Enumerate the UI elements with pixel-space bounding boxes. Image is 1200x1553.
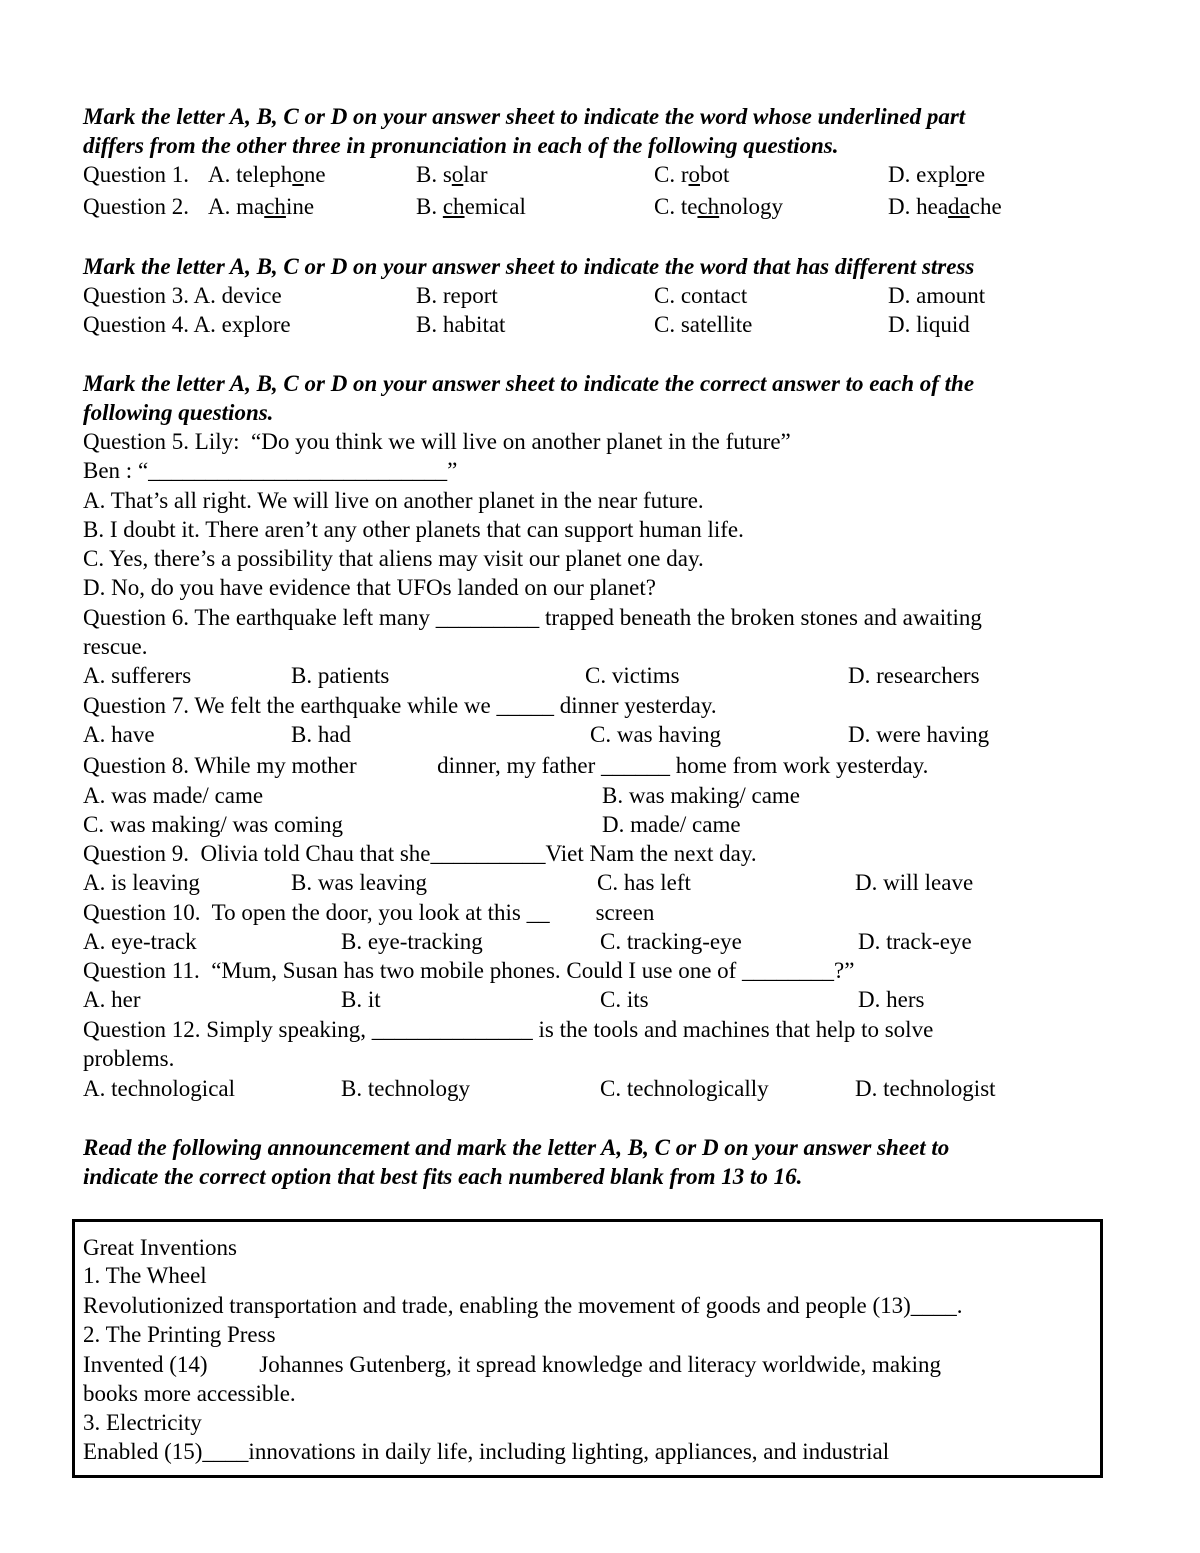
announcement-heading-1: 1. The Wheel xyxy=(83,1263,207,1288)
question-11-option-d: D. hers xyxy=(858,987,925,1012)
question-12-option-a: A. technological xyxy=(83,1076,236,1101)
announcement-title: Great Inventions xyxy=(83,1235,237,1260)
question-11-option-a: A. her xyxy=(83,987,141,1012)
question-5-option-a: A. That’s all right. We will live on another planet in the near future. xyxy=(83,488,704,513)
question-6-option-a: A. sufferers xyxy=(83,663,192,688)
question-6-option-d: D. researchers xyxy=(848,663,980,688)
question-9-option-c: C. has left xyxy=(597,870,691,895)
question-9-option-d: D. will leave xyxy=(855,870,974,895)
question-11-stem: Question 11. “Mum, Susan has two mobile phones. Could I use one of ________?” xyxy=(83,958,855,983)
question-2-option-a: A. machine xyxy=(208,194,315,219)
question-1-option-a: A. telephone xyxy=(208,162,326,187)
question-10-option-d: D. track-eye xyxy=(858,929,972,954)
question-5-option-d: D. No, do you have evidence that UFOs landed on our planet? xyxy=(83,575,656,600)
question-3-option-c: C. contact xyxy=(654,283,748,308)
section4-instruction-line2: indicate the correct option that best fits each numbered blank from 13 to 16. xyxy=(83,1164,803,1189)
question-10-stem: Question 10. To open the door, you look at this __ screen xyxy=(83,900,655,925)
section4-instruction-line1: Read the following announcement and mark the letter A, B, C or D on your answer sheet to xyxy=(83,1135,950,1160)
question-8-option-c: C. was making/ was coming xyxy=(83,812,343,837)
question-10-option-b: B. eye-tracking xyxy=(341,929,483,954)
question-4-option-c: C. satellite xyxy=(654,312,753,337)
question-3-stem: Question 3. A. device xyxy=(83,283,282,308)
question-12-option-d: D. technologist xyxy=(855,1076,996,1101)
question-5-option-c: C. Yes, there’s a possibility that aliens may visit our planet one day. xyxy=(83,546,704,571)
question-7-option-d: D. were having xyxy=(848,722,990,747)
announcement-heading-3: 3. Electricity xyxy=(83,1410,202,1435)
question-6-stem-line1: Question 6. The earthquake left many _________ trapped beneath the broken stones and awaiting xyxy=(83,605,982,630)
question-5-ben: Ben : “__________________________” xyxy=(83,458,458,483)
question-3-option-b: B. report xyxy=(416,283,498,308)
section3-instruction-line2: following questions. xyxy=(83,400,274,425)
question-11-option-b: B. it xyxy=(341,987,381,1012)
question-4-stem: Question 4. A. explore xyxy=(83,312,291,337)
question-7-option-b: B. had xyxy=(291,722,352,747)
question-1-label: Question 1. xyxy=(83,162,190,187)
question-6-option-c: C. victims xyxy=(585,663,680,688)
question-5-stem: Question 5. Lily: “Do you think we will live on another planet in the future” xyxy=(83,429,791,454)
question-3-option-d: D. amount xyxy=(888,283,986,308)
question-10-option-a: A. eye-track xyxy=(83,929,197,954)
question-12-option-c: C. technologically xyxy=(600,1076,769,1101)
question-12-stem-line1: Question 12. Simply speaking, ______________ is the tools and machines that help to solve xyxy=(83,1017,934,1042)
announcement-paragraph-2-line2: books more accessible. xyxy=(83,1381,296,1406)
question-1-option-b: B. solar xyxy=(416,162,488,187)
question-2-option-c: C. technology xyxy=(654,194,784,219)
question-12-stem-line2: problems. xyxy=(83,1046,175,1071)
question-1-option-d: D. explore xyxy=(888,162,986,187)
question-5-option-b: B. I doubt it. There aren’t any other planets that can support human life. xyxy=(83,517,744,542)
question-2-option-b: B. chemical xyxy=(416,194,526,219)
section1-instruction-line1: Mark the letter A, B, C or D on your answer sheet to indicate the word whose underlined part xyxy=(83,104,966,129)
question-2-option-d: D. headache xyxy=(888,194,1002,219)
section2-instruction: Mark the letter A, B, C or D on your answer sheet to indicate the word that has different stress xyxy=(83,254,975,279)
question-7-stem: Question 7. We felt the earthquake while we _____ dinner yesterday. xyxy=(83,693,717,718)
question-8-option-b: B. was making/ came xyxy=(602,783,801,808)
question-12-option-b: B. technology xyxy=(341,1076,471,1101)
announcement-paragraph-3: Enabled (15)____innovations in daily life, including lighting, appliances, and industrial xyxy=(83,1439,890,1464)
section1-instruction-line2: differs from the other three in pronunciation in each of the following questions. xyxy=(83,133,839,158)
question-9-stem: Question 9. Olivia told Chau that she__________Viet Nam the next day. xyxy=(83,841,757,866)
question-1-option-c: C. robot xyxy=(654,162,730,187)
announcement-paragraph-2-line1: Invented (14) Johannes Gutenberg, it spread knowledge and literacy worldwide, making xyxy=(83,1352,942,1377)
question-8-option-d: D. made/ came xyxy=(602,812,741,837)
section3-instruction-line1: Mark the letter A, B, C or D on your answer sheet to indicate the correct answer to each of the xyxy=(83,371,975,396)
question-9-option-a: A. is leaving xyxy=(83,870,200,895)
announcement-paragraph-1: Revolutionized transportation and trade, enabling the movement of goods and people (13)____. xyxy=(83,1293,963,1318)
question-2-label: Question 2. xyxy=(83,194,190,219)
question-7-option-a: A. have xyxy=(83,722,155,747)
question-8-option-a: A. was made/ came xyxy=(83,783,264,808)
announcement-heading-2: 2. The Printing Press xyxy=(83,1322,276,1347)
question-11-option-c: C. its xyxy=(600,987,649,1012)
question-6-option-b: B. patients xyxy=(291,663,390,688)
question-9-option-b: B. was leaving xyxy=(291,870,428,895)
question-4-option-b: B. habitat xyxy=(416,312,506,337)
question-8-stem: Question 8. While my mother dinner, my father ______ home from work yesterday. xyxy=(83,753,929,778)
question-10-option-c: C. tracking-eye xyxy=(600,929,742,954)
question-7-option-c: C. was having xyxy=(590,722,721,747)
question-4-option-d: D. liquid xyxy=(888,312,970,337)
question-6-stem-line2: rescue. xyxy=(83,634,148,659)
